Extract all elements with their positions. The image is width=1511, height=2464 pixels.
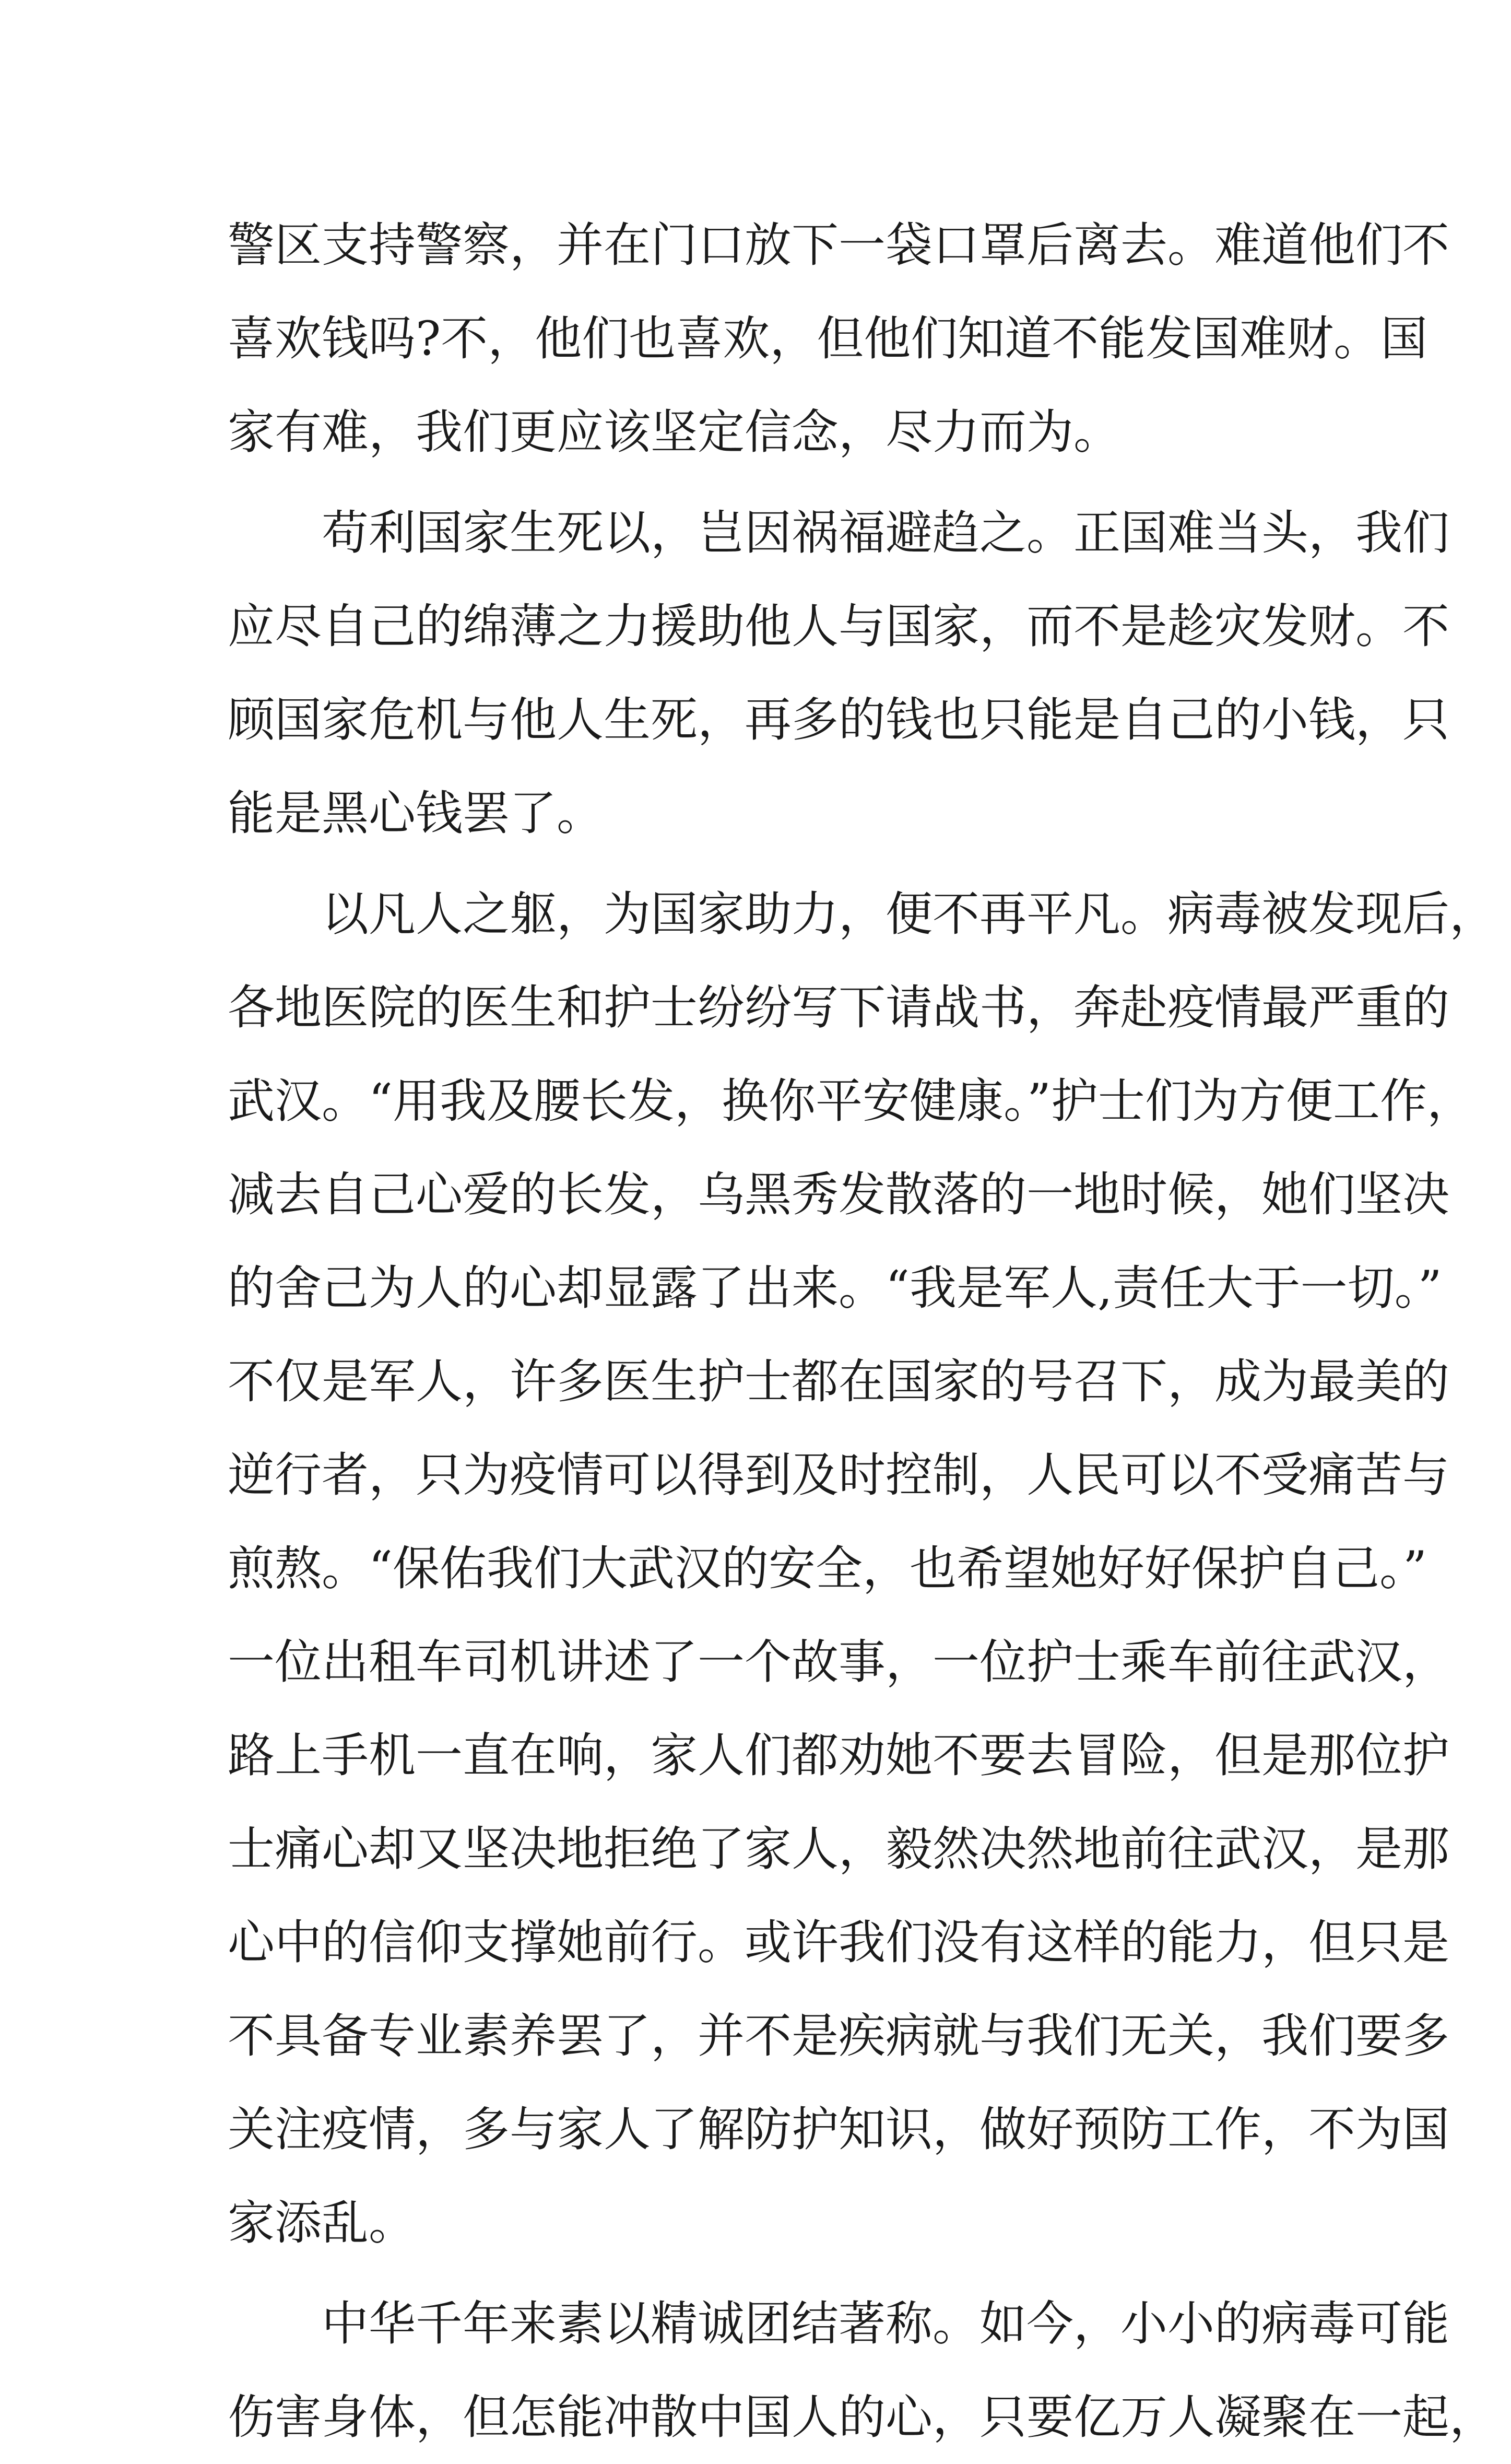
text-line: 关注疫情，多与家人了解防护知识，做好预防工作，不为国 — [228, 2102, 1449, 2157]
text-line: 的舍己为人的心却显露了出来。“我是军人,责任大于一切。” — [228, 1261, 1442, 1316]
text-line: 各地医院的医生和护士纷纷写下请战书，奔赴疫情最严重的 — [228, 980, 1449, 1035]
text-line: 武汉。“用我及腰长发，换你平安健康。”护士们为方便工作， — [228, 1074, 1474, 1129]
document-body — [228, 198, 1496, 2464]
text-line: 喜欢钱吗?不，他们也喜欢，但他们知道不能发国难财。国 — [228, 311, 1428, 366]
text-line: 苟利国家生死以，岂因祸福避趋之。正国难当头，我们 — [322, 506, 1449, 560]
paragraph — [228, 2277, 1496, 2464]
text-line: 士痛心却又坚决地拒绝了家人，毅然决然地前往武汉，是那 — [228, 1822, 1449, 1876]
text-line: 心中的信仰支撑她前行。或许我们没有这样的能力，但只是 — [228, 1915, 1449, 1970]
text-line: 家有难，我们更应该坚定信念，尽力而为。 — [228, 405, 1120, 460]
text-line: 煎熬。“保佑我们大武汉的安全，也希望她好好保护自己。” — [228, 1541, 1427, 1596]
paragraph — [228, 198, 1449, 479]
text-line: 应尽自己的绵薄之力援助他人与国家，而不是趁灾发财。不 — [228, 599, 1449, 654]
text-line: 能是黑心钱罢了。 — [228, 786, 604, 841]
text-line: 伤害身体，但怎能冲散中国人的心，只要亿万人凝聚在一起， — [228, 2390, 1496, 2445]
text-line: 家添乱。 — [228, 2196, 416, 2250]
text-line: 路上手机一直在响，家人们都劝她不要去冒险，但是那位护 — [228, 1728, 1449, 1783]
text-line: 不仅是军人，许多医生护士都在国家的号召下，成为最美的 — [228, 1354, 1449, 1409]
text-line: 不具备专业素养罢了，并不是疾病就与我们无关，我们要多 — [228, 2009, 1449, 2063]
text-line: 顾国家危机与他人生死，再多的钱也只能是自己的小钱，只 — [228, 693, 1449, 747]
paragraph — [228, 867, 1496, 2270]
text-line: 以凡人之躯，为国家助力，便不再平凡。病毒被发现后， — [322, 887, 1496, 942]
text-line: 中华千年来素以精诚团结著称。如今，小小的病毒可能 — [322, 2296, 1449, 2351]
text-line: 减去自己心爱的长发，乌黑秀发散落的一地时候，她们坚决 — [228, 1167, 1449, 1222]
text-line: 警区支持警察，并在门口放下一袋口罩后离去。难道他们不 — [228, 218, 1449, 273]
text-line: 逆行者，只为疫情可以得到及时控制，人民可以不受痛苦与 — [228, 1448, 1449, 1503]
text-line: 一位出租车司机讲述了一个故事，一位护士乘车前往武汉， — [228, 1635, 1449, 1689]
paragraph — [228, 486, 1449, 860]
